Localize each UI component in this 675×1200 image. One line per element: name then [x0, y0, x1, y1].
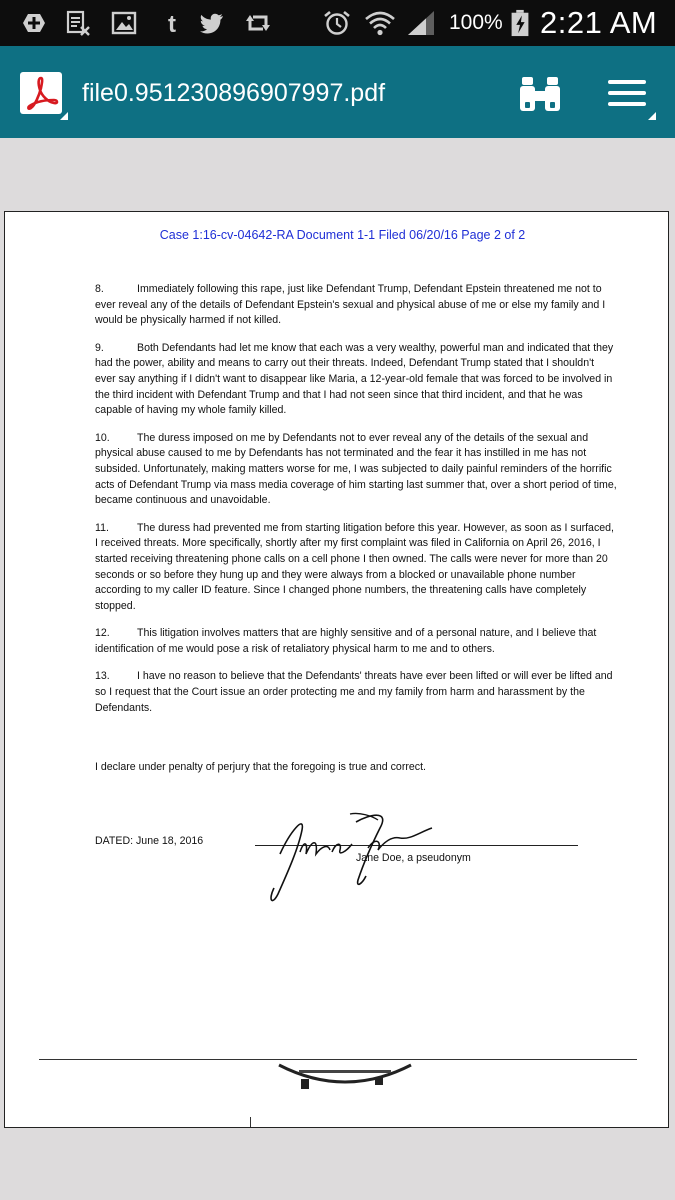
scan-artifact-mark [275, 1061, 415, 1097]
pdf-page[interactable] [4, 211, 669, 1128]
paragraph-number: 12. [95, 627, 110, 640]
twitter-icon [198, 9, 226, 37]
case-header: Case 1:16-cv-04642-RA Document 1-1 Filed 06/20/16 Page 2 of 2 [159, 228, 526, 242]
menu-dropdown-indicator [648, 112, 656, 120]
wifi-icon [364, 9, 396, 37]
battery-percent: 100% [449, 11, 503, 34]
paragraph-text: Immediately following this rape, just like Defendant Trump, Defendant Epstein threatened me not to ever reveal any of the details of Defendant Epstein's sexual and physical abuse of me or else my family and I would be physically harmed if not killed. [95, 283, 606, 327]
signer-name: Jane Doe, a pseudonym [356, 852, 471, 864]
page-tick-mark [250, 1117, 251, 1127]
add-circle-icon [20, 9, 48, 37]
document-body [95, 282, 617, 728]
paragraph-11 [95, 521, 617, 615]
paragraph-number: 9. [95, 341, 104, 354]
paragraph-number: 11. [95, 521, 109, 534]
app-bar [0, 46, 675, 138]
tumblr-icon [158, 9, 186, 37]
paragraph-9 [95, 341, 617, 419]
paragraph-8 [95, 282, 617, 329]
paragraph-text: Both Defendants had let me know that each was a very wealthy, powerful man and indicated that they had the power, ability and means to carry out their threats. Indeed, Defendant Trump stated that I shouldn't ever say anything if I didn't want to disappear like Maria, a 12-year-old female that was forced to be involved in the third incident with Defendant Trump and that I had not seen since that third incident, and that he was capable of having my whole family killed. [95, 341, 614, 417]
paragraph-10 [95, 431, 617, 509]
page-bottom-rule [39, 1059, 637, 1060]
paragraph-number: 10. [95, 431, 110, 444]
clock: 2:21 AM [540, 5, 658, 40]
paragraph-number: 13. [95, 670, 110, 683]
alarm-icon [322, 9, 352, 37]
paragraph-number: 8. [95, 283, 104, 295]
gallery-icon [110, 9, 138, 37]
declaration-statement: I declare under penalty of perjury that the foregoing is true and correct. [95, 761, 426, 773]
acrobat-icon [20, 72, 62, 114]
paragraph-text: I have no reason to believe that the Defendants' threats have ever been lifted or will ever be lifted and so I request that the Court issue an order protecting me and my family from harm and harassment by the Defendants. [95, 670, 613, 714]
paragraph-text: This litigation involves matters that are highly sensitive and of a personal nature, and I believe that identification of me would pose a risk of retaliatory physical harm to me and to others. [95, 627, 597, 655]
paragraph-12 [95, 626, 617, 657]
svg-text:t: t [168, 11, 176, 37]
logo-dropdown-indicator [60, 112, 68, 120]
paragraph-text: The duress imposed on me by Defendants not to ever reveal any of the details of the sexual and physical abuse caused to me by Defendants has not terminated and the fear it has instilled in me has not subsided. Unfortunately, making matters worse for me, I was subjected to daily painful reminders of the horrific acts of Defendant Trump via mass media coverage of him starting last summer that, over a short period of time, became continuous and unavoidable. [95, 431, 617, 507]
paragraph-text: The duress had prevented me from starting litigation before this year. However, as soon as I surfaced, I received threats. More specifically, shortly after my first complaint was filed in California on April 26, 2016, I started receiving threatening phone calls on a cell phone I then owned. The calls were never for more than 20 seconds or so before they hung up and they were always from a blocked or unavailable phone number according to my caller ID feature. Since I changed phone numbers, the threatening calls have completely stopped. [95, 521, 614, 612]
file-title: file0.951230896907997.pdf [82, 79, 386, 107]
pdf-app-logo[interactable] [20, 72, 62, 114]
menu-icon[interactable] [606, 76, 652, 116]
paragraph-13 [95, 669, 617, 716]
dated-line: DATED: June 18, 2016 [95, 835, 204, 847]
battery-charging-icon [508, 9, 532, 37]
signal-icon [404, 9, 438, 37]
binoculars-icon[interactable] [518, 74, 562, 114]
retweet-icon [244, 9, 272, 37]
email-blocked-icon [64, 9, 92, 37]
status-bar [0, 0, 675, 46]
